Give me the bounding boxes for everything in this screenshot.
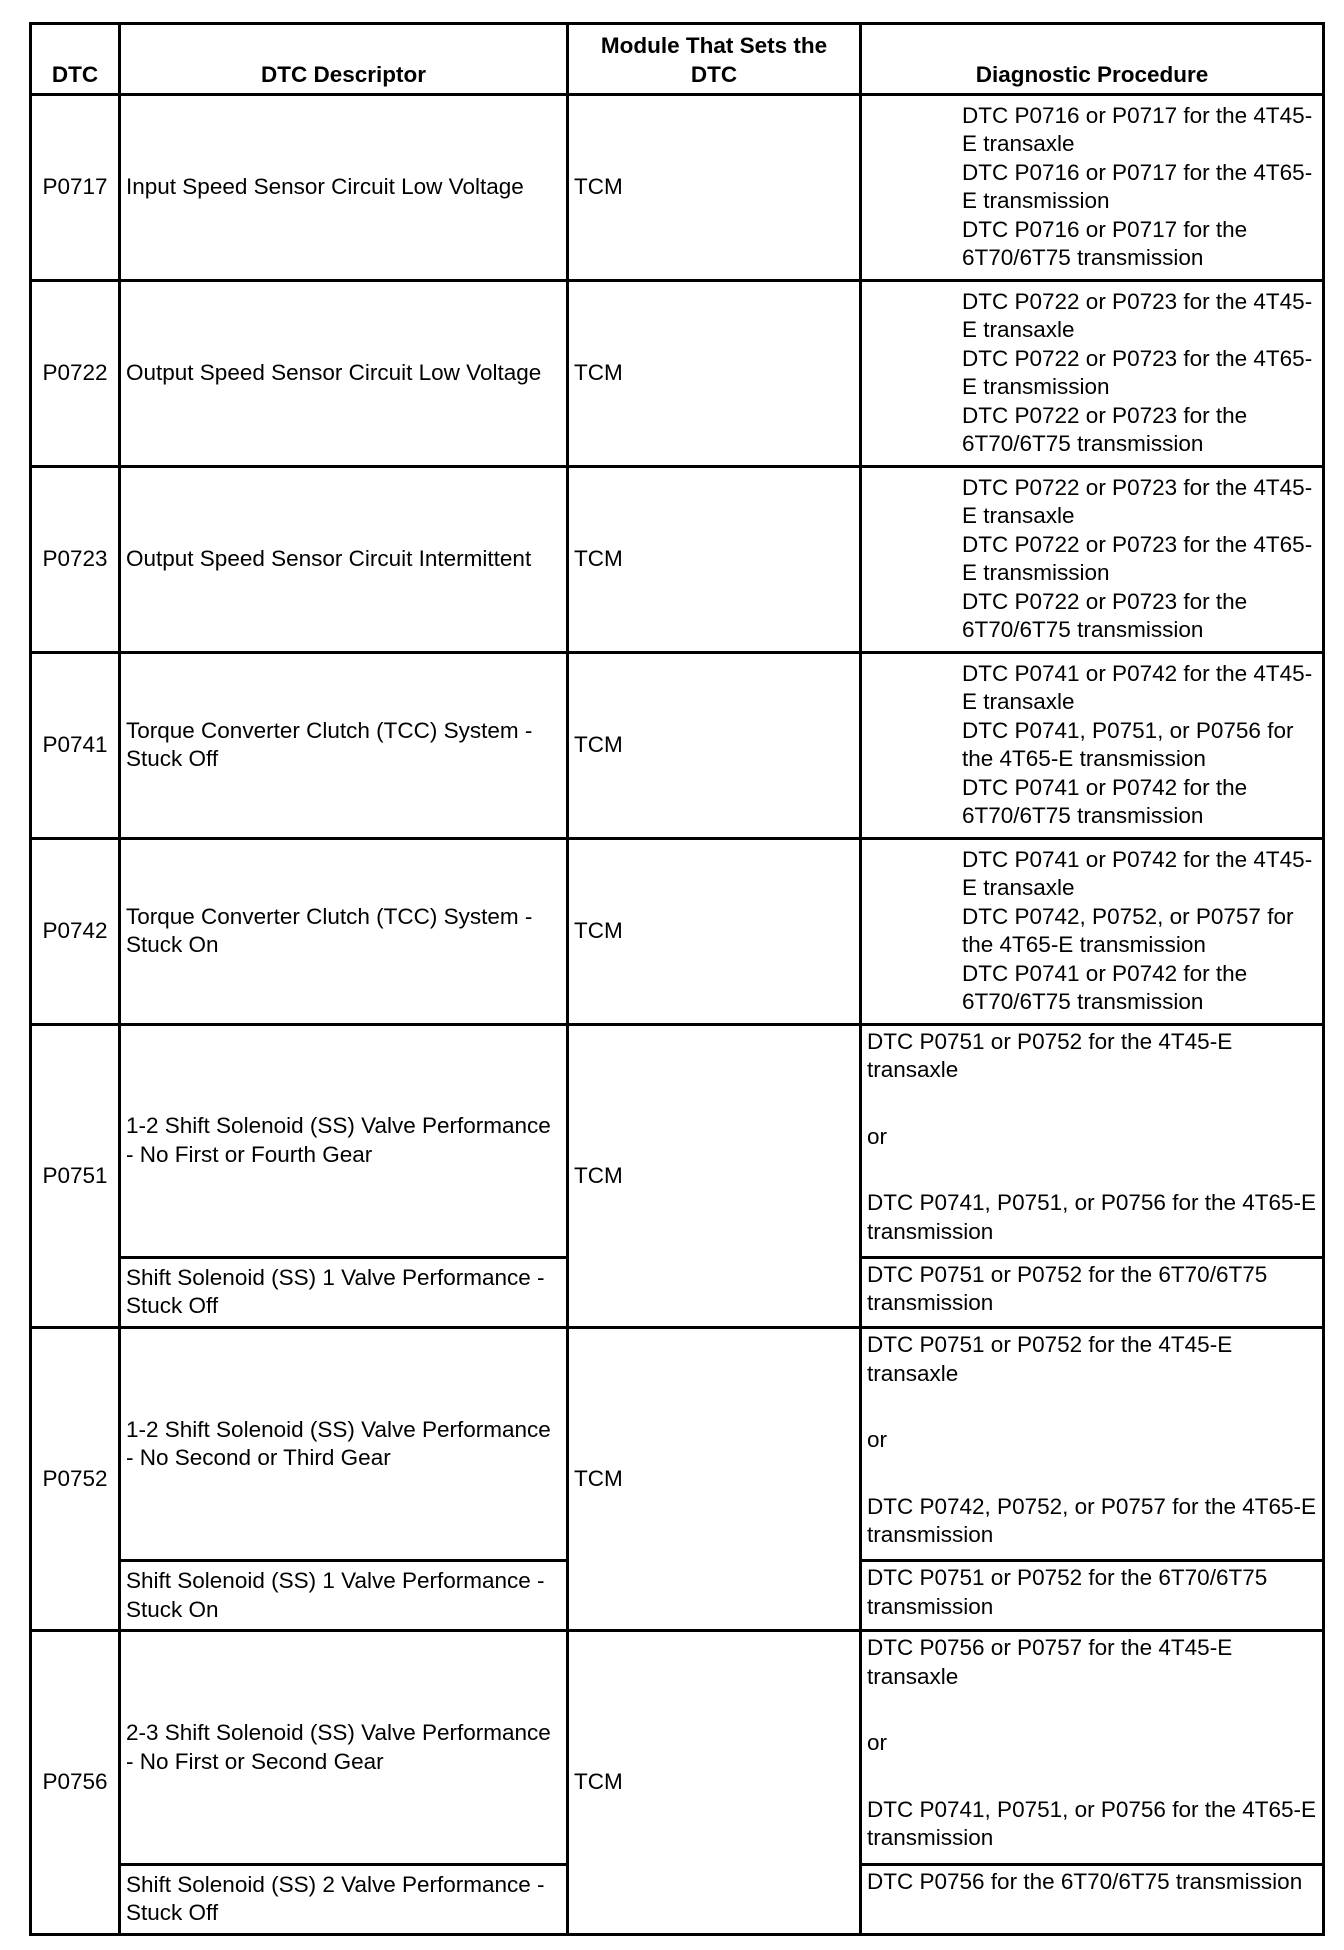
header-module: Module That Sets the DTC xyxy=(568,24,861,95)
dtc-descriptor: Shift Solenoid (SS) 2 Valve Performance - Stuck Off xyxy=(120,1864,568,1934)
module-name: TCM xyxy=(568,1024,861,1327)
dtc-descriptor: Output Speed Sensor Circuit Intermittent xyxy=(120,466,568,652)
diagnostic-procedure xyxy=(861,280,1324,466)
table-row xyxy=(31,1328,1324,1561)
procedure-link[interactable]: DTC P0756 or P0757 for the 4T45-E transaxle xyxy=(867,1635,1233,1689)
header-dtc: DTC xyxy=(31,24,120,95)
dtc-code: P0742 xyxy=(31,838,120,1024)
procedure-link[interactable]: DTC P0722 or P0723 for the 4T65-E transmission xyxy=(962,531,1313,586)
procedure-link[interactable]: DTC P0716 or P0717 for the 4T45-E transaxle xyxy=(962,102,1313,157)
diagnostic-procedure xyxy=(861,838,1324,1024)
diagnostic-procedure xyxy=(861,466,1324,652)
table-row xyxy=(31,466,1324,652)
dtc-code: P0717 xyxy=(31,95,120,281)
diagnostic-procedure xyxy=(861,1864,1324,1934)
header-procedure: Diagnostic Procedure xyxy=(861,24,1324,95)
diagnostic-procedure xyxy=(861,1631,1324,1864)
procedure-link[interactable]: DTC P0722 or P0723 for the 6T70/6T75 transmission xyxy=(962,588,1248,643)
module-name: TCM xyxy=(568,1631,861,1935)
dtc-descriptor: Torque Converter Clutch (TCC) System - Stuck On xyxy=(120,838,568,1024)
module-name: TCM xyxy=(568,1328,861,1631)
dtc-code: P0751 xyxy=(31,1024,120,1327)
procedure-link[interactable]: DTC P0741 or P0742 for the 4T45-E transaxle xyxy=(962,660,1313,715)
table-row xyxy=(31,95,1324,281)
procedure-link[interactable]: DTC P0722 or P0723 for the 4T45-E transaxle xyxy=(962,288,1313,343)
procedure-link[interactable]: DTC P0741 or P0742 for the 4T45-E transaxle xyxy=(962,846,1313,901)
table-row xyxy=(31,280,1324,466)
dtc-descriptor: Shift Solenoid (SS) 1 Valve Performance - Stuck On xyxy=(120,1561,568,1631)
dtc-descriptor: 2-3 Shift Solenoid (SS) Valve Performance - No First or Second Gear xyxy=(120,1631,568,1864)
dtc-descriptor: 1-2 Shift Solenoid (SS) Valve Performance - No Second or Third Gear xyxy=(120,1328,568,1561)
table-row xyxy=(31,1631,1324,1864)
procedure-link[interactable]: DTC P0741 or P0742 for the 6T70/6T75 transmission xyxy=(962,774,1248,829)
diagnostic-procedure xyxy=(861,1257,1324,1327)
procedure-link[interactable]: DTC P0741, P0751, or P0756 for the 4T65-E transmission xyxy=(867,1796,1317,1851)
procedure-link[interactable]: DTC P0722 or P0723 for the 6T70/6T75 transmission xyxy=(962,402,1248,457)
or-separator: or xyxy=(867,1730,888,1756)
procedure-link[interactable]: DTC P0756 for the 6T70/6T75 transmission xyxy=(867,1868,1303,1894)
procedure-link[interactable]: DTC P0742, P0752, or P0757 for the 4T65-E transmission xyxy=(962,903,1294,958)
procedure-link[interactable]: DTC P0716 or P0717 for the 6T70/6T75 transmission xyxy=(962,216,1248,271)
header-row xyxy=(31,24,1324,95)
table-row xyxy=(31,652,1324,838)
module-name: TCM xyxy=(568,652,861,838)
procedure-link[interactable]: DTC P0716 or P0717 for the 4T65-E transmission xyxy=(962,159,1313,214)
dtc-descriptor: 1-2 Shift Solenoid (SS) Valve Performance - No First or Fourth Gear xyxy=(120,1024,568,1257)
header-descriptor: DTC Descriptor xyxy=(120,24,568,95)
procedure-link[interactable]: DTC P0741 or P0742 for the 6T70/6T75 transmission xyxy=(962,960,1248,1015)
dtc-code: P0723 xyxy=(31,466,120,652)
module-name: TCM xyxy=(568,95,861,281)
module-name: TCM xyxy=(568,466,861,652)
diagnostic-procedure xyxy=(861,1024,1324,1257)
procedure-link[interactable]: DTC P0751 or P0752 for the 6T70/6T75 transmission xyxy=(867,1565,1268,1619)
procedure-link[interactable]: DTC P0751 or P0752 for the 4T45-E transaxle xyxy=(867,1332,1233,1386)
dtc-descriptor: Torque Converter Clutch (TCC) System - Stuck Off xyxy=(120,652,568,838)
diagnostic-procedure xyxy=(861,1328,1324,1561)
dtc-code: P0752 xyxy=(31,1328,120,1631)
table-row xyxy=(31,1024,1324,1257)
module-name: TCM xyxy=(568,838,861,1024)
or-separator: or xyxy=(867,1427,888,1452)
procedure-link[interactable]: DTC P0751 or P0752 for the 6T70/6T75 transmission xyxy=(867,1261,1268,1316)
dtc-code: P0722 xyxy=(31,280,120,466)
dtc-descriptor: Input Speed Sensor Circuit Low Voltage xyxy=(120,95,568,281)
table-row xyxy=(31,838,1324,1024)
procedure-link[interactable]: DTC P0751 or P0752 for the 4T45-E transaxle xyxy=(867,1028,1233,1083)
procedure-link[interactable]: DTC P0741, P0751, or P0756 for the 4T65-E transmission xyxy=(962,717,1294,772)
dtc-code: P0741 xyxy=(31,652,120,838)
procedure-link[interactable]: DTC P0722 or P0723 for the 4T65-E transmission xyxy=(962,345,1313,400)
dtc-code: P0756 xyxy=(31,1631,120,1935)
dtc-descriptor: Shift Solenoid (SS) 1 Valve Performance - Stuck Off xyxy=(120,1257,568,1327)
diagnostic-procedure xyxy=(861,95,1324,281)
dtc-table xyxy=(29,22,1325,1936)
diagnostic-procedure xyxy=(861,652,1324,838)
procedure-link[interactable]: DTC P0741, P0751, or P0756 for the 4T65-E transmission xyxy=(867,1190,1317,1244)
module-name: TCM xyxy=(568,280,861,466)
procedure-link[interactable]: DTC P0742, P0752, or P0757 for the 4T65-E transmission xyxy=(867,1493,1317,1547)
procedure-link[interactable]: DTC P0722 or P0723 for the 4T45-E transaxle xyxy=(962,474,1313,529)
or-separator: or xyxy=(867,1123,888,1149)
dtc-descriptor: Output Speed Sensor Circuit Low Voltage xyxy=(120,280,568,466)
diagnostic-procedure xyxy=(861,1561,1324,1631)
